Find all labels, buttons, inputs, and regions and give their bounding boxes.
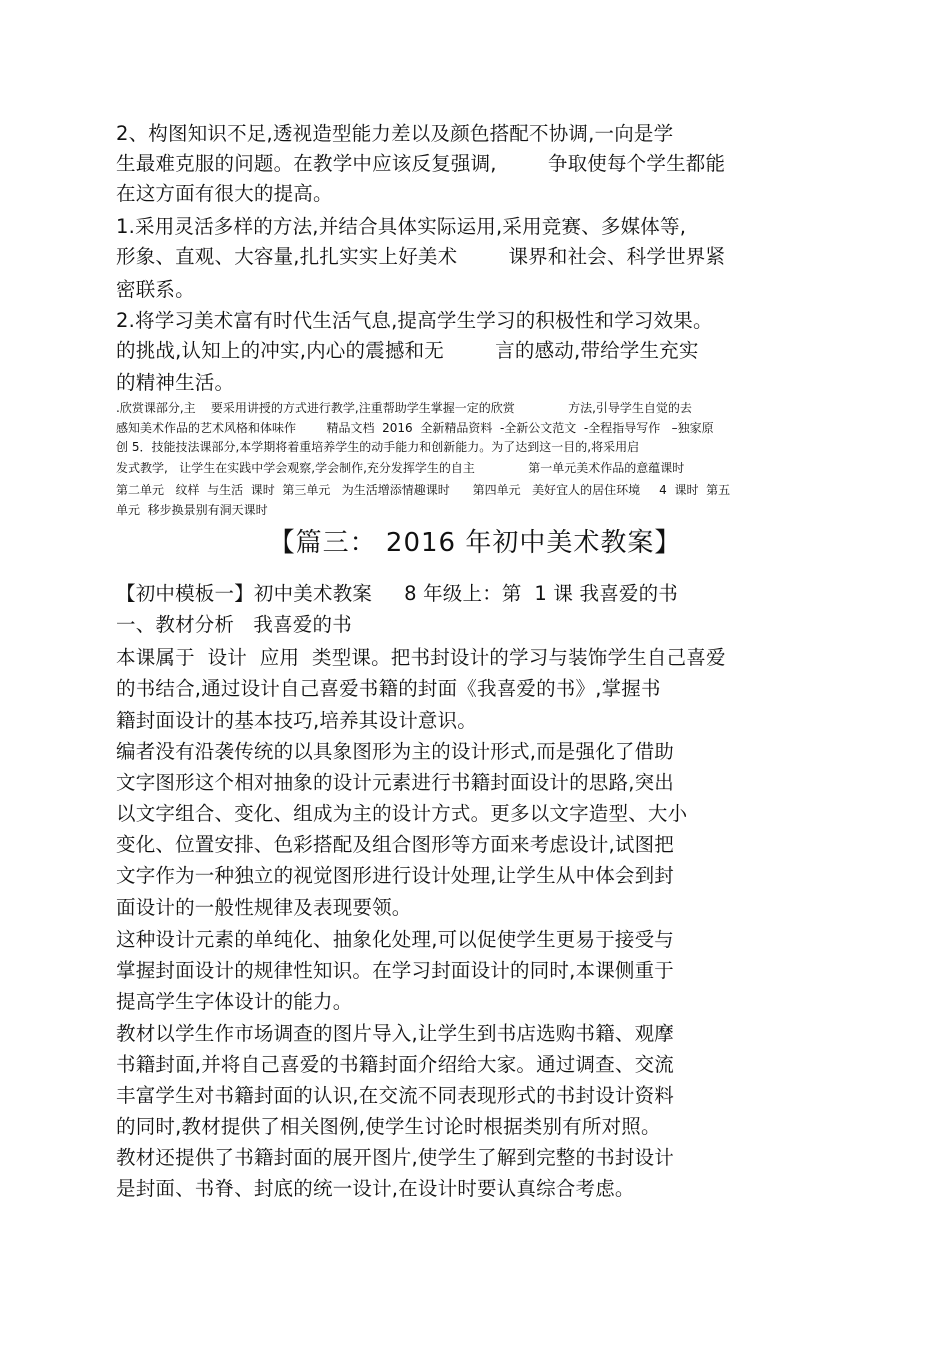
small-text-line: 发式教学, 让学生在实践中学会观察,学会制作,充分发挥学生的自主 第一单元美术作品的意蕴课时	[116, 461, 685, 475]
paragraph-line: 编者没有沿袭传统的以具象图形为主的设计形式,而是强化了借助	[116, 740, 674, 763]
paragraph-line: 文字作为一种独立的视觉图形进行设计处理,让学生从中体会到封	[116, 864, 674, 887]
paragraph-line: 本课属于 设计 应用 类型课。把书封设计的学习与装饰学生自己喜爱	[116, 646, 726, 669]
paragraph-line: 面设计的一般性规律及表现要领。	[116, 896, 412, 919]
paragraph-line: 以文字组合、变化、组成为主的设计方式。更多以文字造型、大小	[116, 802, 688, 825]
paragraph-line: 变化、位置安排、色彩搭配及组合图形等方面来考虑设计,试图把	[116, 833, 674, 856]
paragraph-line: 2.将学习美术富有时代生活气息,提高学生学习的积极性和学习效果。	[116, 309, 713, 332]
paragraph-line: 这种设计元素的单纯化、抽象化处理,可以促使学生更易于接受与	[116, 928, 674, 951]
paragraph-line: 丰富学生对书籍封面的认识,在交流不同表现形式的书封设计资料	[116, 1084, 674, 1107]
paragraph-line: 的精神生活。	[116, 371, 235, 394]
paragraph-line: 提高学生字体设计的能力。	[116, 990, 353, 1013]
small-text-line: 第二单元 纹样 与生活 课时 第三单元 为生活增添情趣课时 第四单元 美好宜人的居住环境 4 课时 第五	[116, 483, 731, 497]
small-text-line: 创 5．技能技法课部分,本学期将着重培养学生的动手能力和创新能力。为了达到这一目的,将采用启	[116, 440, 640, 454]
small-text-line: 感知美术作品的艺术风格和体味作 精品文档 2016 全新精品资料 -全新公文范文 -全程指导写作 –独家原	[116, 421, 714, 435]
paragraph-line: 掌握封面设计的规律性知识。在学习封面设计的同时,本课侧重于	[116, 959, 674, 982]
paragraph-line: 密联系。	[116, 278, 195, 301]
paragraph-line: 籍封面设计的基本技巧,培养其设计意识。	[116, 709, 477, 732]
small-text-line: .欣赏课部分,主 要采用讲授的方式进行教学,注重帮助学生掌握一定的欣赏 方法,引导学生自觉的去	[116, 401, 692, 415]
paragraph-line: 的挑战,认知上的冲实,内心的震撼和无 言的感动,带给学生充实	[116, 339, 699, 362]
paragraph-line: 【初中模板一】初中美术教案 8 年级上：第 1 课 我喜爱的书	[116, 582, 678, 605]
paragraph-line: 教材以学生作市场调查的图片导入,让学生到书店选购书籍、观摩	[116, 1022, 674, 1045]
paragraph-line: 教材还提供了书籍封面的展开图片,使学生了解到完整的书封设计	[116, 1146, 674, 1169]
small-text-line: 单元 移步换景别有洞天课时	[116, 503, 268, 517]
paragraph-line: 生最难克服的问题。在教学中应该反复强调, 争取使每个学生都能	[116, 152, 726, 175]
paragraph-line: 2、构图知识不足,透视造型能力差以及颜色搭配不协调,一向是学	[116, 122, 674, 145]
paragraph-line: 形象、直观、大容量,扎扎实实上好美术 课界和社会、科学世界紧	[116, 245, 726, 268]
paragraph-line: 的书结合,通过设计自己喜爱书籍的封面《我喜爱的书》,掌握书	[116, 677, 661, 700]
paragraph-line: 的同时,教材提供了相关图例,使学生讨论时根据类别有所对照。	[116, 1115, 661, 1138]
paragraph-line: 在这方面有很大的提高。	[116, 182, 333, 205]
paragraph-line: 一、教材分析 我喜爱的书	[116, 613, 352, 636]
section-heading: 【篇三： 2016 年初中美术教案】	[268, 528, 682, 558]
paragraph-line: 1.采用灵活多样的方法,并结合具体实际运用,采用竞赛、多媒体等,	[116, 215, 687, 238]
paragraph-line: 是封面、书脊、封底的统一设计,在设计时要认真综合考虑。	[116, 1177, 635, 1200]
paragraph-line: 文字图形这个相对抽象的设计元素进行书籍封面设计的思路,突出	[116, 771, 674, 794]
paragraph-line: 书籍封面,并将自己喜爱的书籍封面介绍给大家。通过调查、交流	[116, 1053, 674, 1076]
